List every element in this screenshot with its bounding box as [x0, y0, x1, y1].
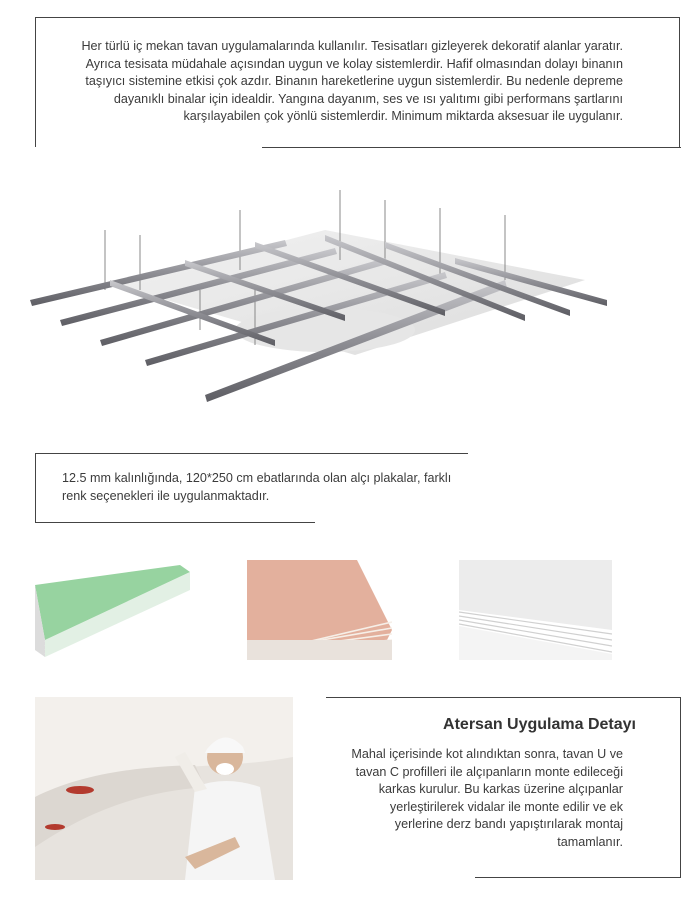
plates-frame-bottom-line [35, 522, 315, 523]
worker-plastering-photo [35, 697, 293, 880]
intro-frame-bottom-line [262, 147, 681, 148]
plates-paragraph: 12.5 mm kalınlığında, 120*250 cm ebatlarında olan alçı plakalar, farklı renk seçenekleri ile uygulanmaktadır. [62, 471, 452, 503]
intro-paragraph: Her türlü iç mekan tavan uygulamalarında kullanılır. Tesisatları gizleyerek dekoratif alanlar yaratır. Ayrıca tesisata müdahale açısından uygun ve kolay sistemlerdir. Hafif olmasından dolayı binanın taşıyıcı sistemine etkisi çok azdır. Binanın hareketlerine uygun sistemlerdir. Bu nedenle depreme dayanıklı binalar için idealdir. Yangına dayanım, ses ve ısı yalıtımı gibi performans şartlarını karşılayabilen çok yönlü sistemlerdir. Minimum miktarda aksesuar ile uygulanır. [81, 39, 623, 124]
white-board-stack [459, 560, 612, 660]
detail-title: Atersan Uygulama Detayı [443, 716, 636, 733]
detail-paragraph: Mahal içerisinde kot alındıktan sonra, tavan U ve tavan C profilleri ile alçıpanların monte edileceği karkas kurulur. Bu karkas üzerine alçıpanlar yerleştirilerek vidalar ile monte edilir ve ek yerlerine derz bandı yapıştırılarak montaj tamamlanır. [351, 747, 623, 849]
ceiling-grid-illustration [25, 180, 625, 420]
detail-frame-bottom-line [475, 877, 681, 878]
pink-board-stack [247, 560, 392, 660]
green-board-stack [35, 560, 190, 660]
